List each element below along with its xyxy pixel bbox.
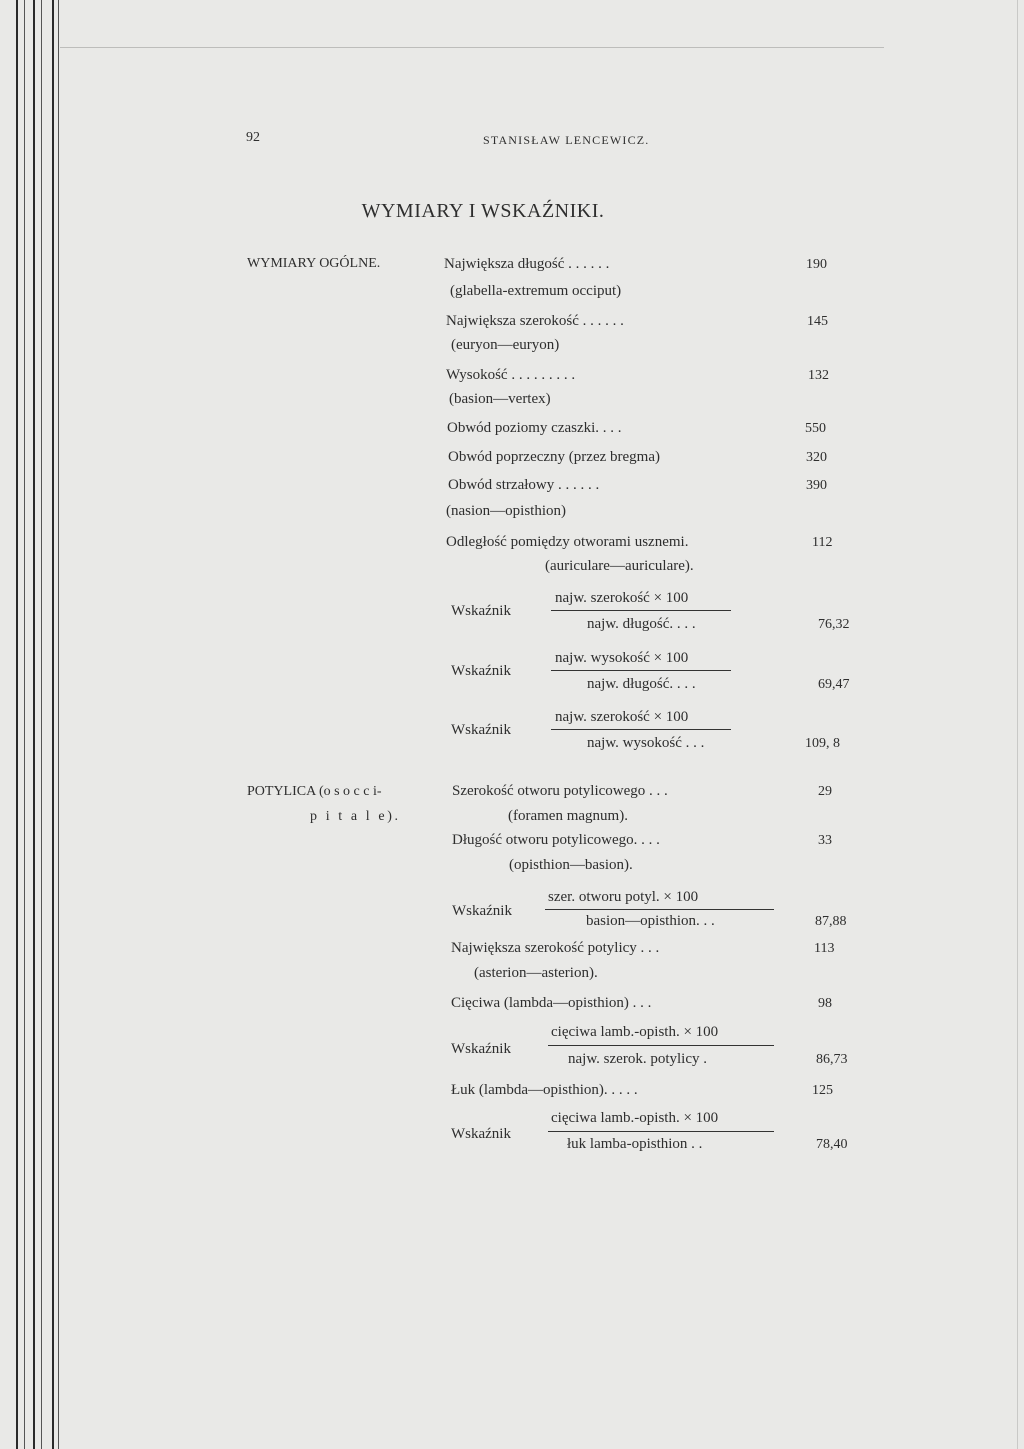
measure-value: 390 <box>806 478 827 493</box>
index-numerator: cięciwa lamb.-opisth. × 100 <box>551 1110 719 1126</box>
section-heading-potylica-cont: p i t a l e). <box>310 809 401 824</box>
measure-value: 190 <box>806 257 827 272</box>
measure-value: 320 <box>806 450 827 465</box>
page-edge <box>60 47 884 48</box>
fraction-bar <box>545 909 774 910</box>
measure-value: 125 <box>812 1083 833 1098</box>
measure-value: 132 <box>808 368 829 383</box>
measure-sublabel: (basion—vertex) <box>449 391 551 407</box>
measure-sublabel: (opisthion—basion). <box>509 857 633 873</box>
measure-label: Największa szerokość potylicy . . . <box>451 940 660 956</box>
index-denominator: najw. szerok. potylicy . <box>568 1051 707 1067</box>
measure-label: Łuk (lambda—opisthion). . . . . <box>451 1082 638 1098</box>
index-numerator: szer. otworu potyl. × 100 <box>548 889 699 905</box>
measure-value: 113 <box>814 941 835 956</box>
index-denominator: najw. długość. . . . <box>587 676 696 692</box>
index-label: Wskaźnik <box>452 903 512 919</box>
index-label: Wskaźnik <box>451 1041 511 1057</box>
index-denominator: basion—opisthion. . . <box>586 913 715 929</box>
index-numerator: najw. szerokość × 100 <box>555 709 689 725</box>
index-label: Wskaźnik <box>451 722 511 738</box>
page-number: 92 <box>246 130 260 145</box>
measure-value: 550 <box>805 421 826 436</box>
index-value: 86,73 <box>816 1052 848 1067</box>
index-denominator: najw. długość. . . . <box>587 616 696 632</box>
section-heading-general: WYMIARY OGÓLNE. <box>247 256 381 271</box>
fraction-bar <box>551 610 731 611</box>
measure-sublabel: (asterion—asterion). <box>474 965 598 981</box>
measure-sublabel: (nasion—opisthion) <box>446 503 566 519</box>
measure-value: 29 <box>818 784 832 799</box>
measure-label: Odległość pomiędzy otworami usznemi. <box>446 534 689 550</box>
measure-sublabel: (glabella-extremum occiput) <box>450 283 622 299</box>
measure-sublabel: (foramen magnum). <box>508 808 628 824</box>
measure-value: 112 <box>812 535 833 550</box>
index-value: 87,88 <box>815 914 847 929</box>
index-value: 69,47 <box>818 677 850 692</box>
index-value: 76,32 <box>818 617 850 632</box>
index-numerator: najw. szerokość × 100 <box>555 590 689 606</box>
index-label: Wskaźnik <box>451 603 511 619</box>
section-title: WYMIARY I WSKAŹNIKI. <box>361 200 605 222</box>
index-value: 78,40 <box>816 1137 848 1152</box>
measure-value: 33 <box>818 833 832 848</box>
fraction-bar <box>548 1131 774 1132</box>
measure-label: Szerokość otworu potylicowego . . . <box>452 783 668 799</box>
measure-label: Największa szerokość . . . . . . <box>446 313 624 329</box>
measure-label: Obwód poprzeczny (przez bregma) <box>448 449 660 465</box>
measure-sublabel: (euryon—euryon) <box>451 337 560 353</box>
measure-label: Wysokość . . . . . . . . . <box>446 367 576 383</box>
index-denominator: łuk lamba-opisthion . . <box>567 1136 703 1152</box>
measure-label: Największa długość . . . . . . <box>444 256 610 272</box>
measure-label: Długość otworu potylicowego. . . . <box>452 832 660 848</box>
measure-label: Obwód poziomy czaszki. . . . <box>447 420 622 436</box>
measure-sublabel: (auriculare—auriculare). <box>545 558 694 574</box>
running-title: STANISŁAW LENCEWICZ. <box>483 133 650 147</box>
measure-label: Cięciwa (lambda—opisthion) . . . <box>451 995 652 1011</box>
index-denominator: najw. wysokość . . . <box>587 735 705 751</box>
measure-label: Obwód strzałowy . . . . . . <box>448 477 600 493</box>
section-heading-potylica: POTYLICA (o s o c c i- <box>247 784 382 799</box>
measure-value: 145 <box>807 314 828 329</box>
measure-value: 98 <box>818 996 832 1011</box>
index-value: 109, 8 <box>805 736 840 751</box>
index-numerator: cięciwa lamb.-opisth. × 100 <box>551 1024 719 1040</box>
index-label: Wskaźnik <box>451 663 511 679</box>
fraction-bar <box>551 670 731 671</box>
fraction-bar <box>551 729 731 730</box>
index-numerator: najw. wysokość × 100 <box>555 650 689 666</box>
fraction-bar <box>548 1045 774 1046</box>
index-label: Wskaźnik <box>451 1126 511 1142</box>
